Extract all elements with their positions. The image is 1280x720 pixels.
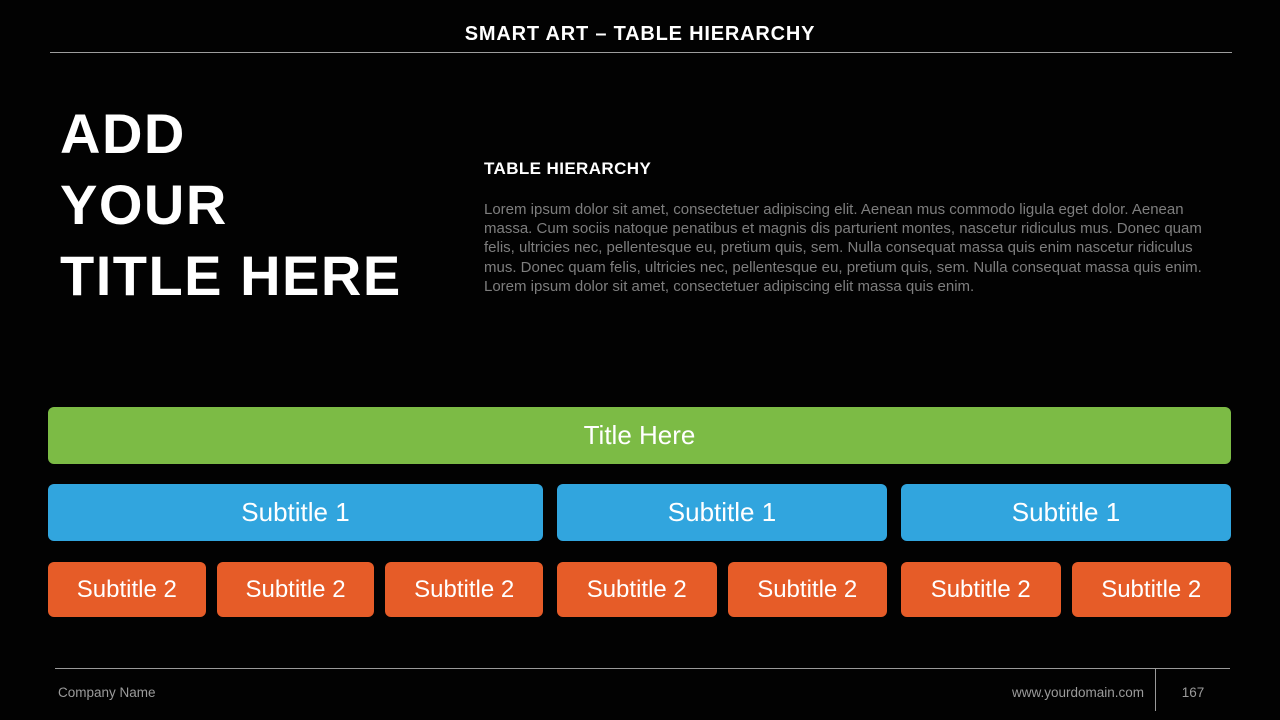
subtitle1-bar: Subtitle 1 bbox=[48, 484, 543, 541]
description-block bbox=[484, 159, 1217, 296]
hierarchy-group-2 bbox=[557, 484, 887, 617]
hierarchy-groups bbox=[48, 484, 1231, 617]
hierarchy-root-bar: Title Here bbox=[48, 407, 1231, 464]
subtitle2-bar: Subtitle 2 bbox=[48, 562, 206, 617]
footer-divider-line bbox=[55, 668, 1230, 669]
subtitle2-bar: Subtitle 2 bbox=[728, 562, 888, 617]
hierarchy-group-1-children bbox=[48, 562, 543, 617]
big-title-line-2: YOUR bbox=[60, 173, 228, 236]
big-title-line-3: TITLE HERE bbox=[60, 244, 402, 307]
header-divider-line bbox=[50, 52, 1232, 53]
hierarchy-group-1 bbox=[48, 484, 543, 617]
big-title-line-1: ADD bbox=[60, 102, 186, 165]
subtitle1-bar: Subtitle 1 bbox=[901, 484, 1231, 541]
subtitle2-bar: Subtitle 2 bbox=[557, 562, 717, 617]
hierarchy-group-3-children bbox=[901, 562, 1231, 617]
footer-company-name: Company Name bbox=[58, 685, 156, 700]
subtitle1-bar: Subtitle 1 bbox=[557, 484, 887, 541]
hierarchy-group-2-children bbox=[557, 562, 887, 617]
description-heading: TABLE HIERARCHY bbox=[484, 159, 652, 178]
footer-domain: www.yourdomain.com bbox=[1011, 685, 1144, 700]
subtitle2-bar: Subtitle 2 bbox=[385, 562, 543, 617]
big-title bbox=[60, 98, 402, 311]
subtitle2-bar: Subtitle 2 bbox=[1072, 562, 1232, 617]
hierarchy-group-3 bbox=[901, 484, 1231, 617]
table-hierarchy-diagram bbox=[48, 407, 1231, 617]
subtitle2-bar: Subtitle 2 bbox=[901, 562, 1061, 617]
subtitle2-bar: Subtitle 2 bbox=[217, 562, 375, 617]
slide-header-title: SMART ART – TABLE HIERARCHY bbox=[464, 23, 816, 45]
description-body: Lorem ipsum dolor sit amet, consectetuer adipiscing elit. Aenean mus commodo ligula eget dolor. Aenean massa. Cum sociis natoque penatibus et magnis dis parturient montes, nascetur ridiculus mus. Donec quam felis, ultricies nec, pellentesque eu, pretium quis, sem. Nulla consequat massa quis enim nascetur ridiculus mus. Donec quam felis, ultricies nec, pellentesque eu, pretium quis, sem. Nulla consequat massa quis enim. Lorem ipsum dolor sit amet, consectetuer adipiscing elit massa quis enim. bbox=[484, 201, 1202, 295]
footer-page-number: 167 bbox=[1181, 685, 1205, 700]
